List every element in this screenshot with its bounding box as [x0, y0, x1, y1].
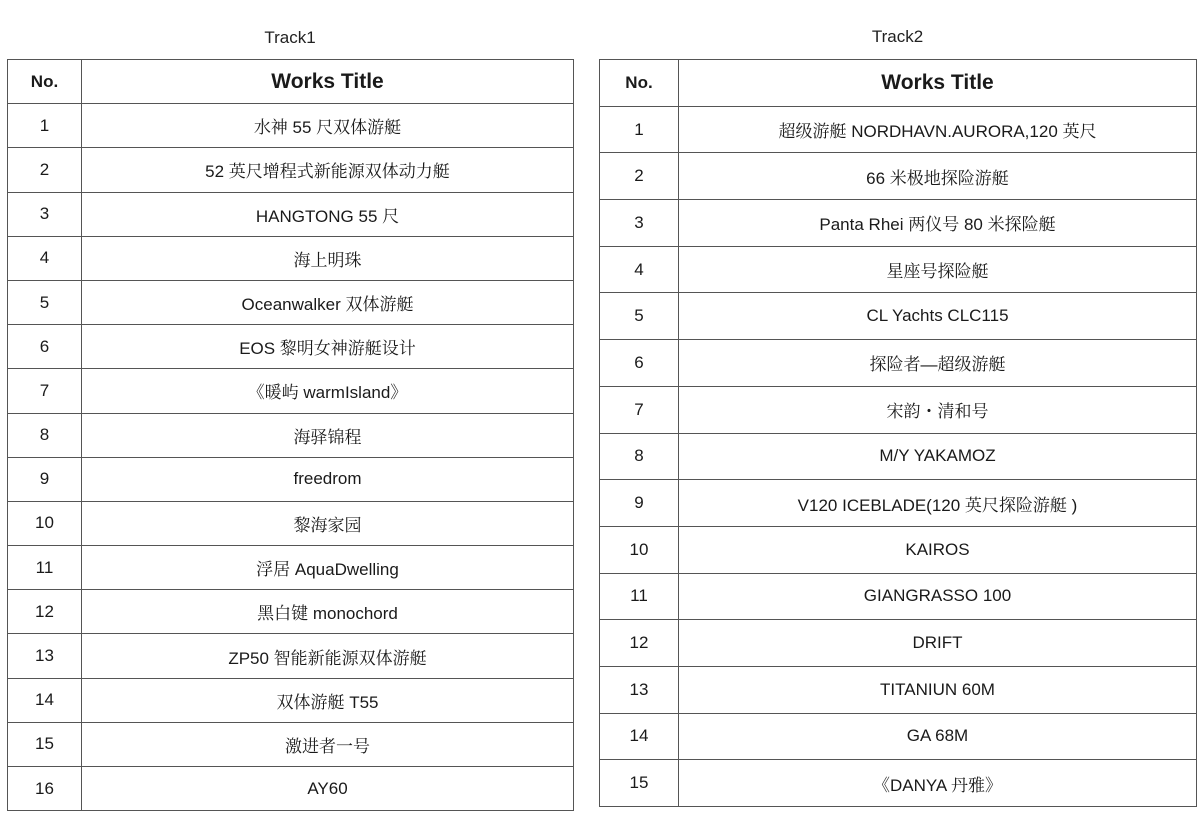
- column-header-title: Works Title: [679, 60, 1197, 107]
- work-title: 海上明珠: [82, 236, 574, 280]
- table-row: [600, 106, 1197, 153]
- row-number: 10: [8, 501, 82, 545]
- work-title: V120 ICEBLADE(120 英尺探险游艇 ): [679, 480, 1197, 527]
- row-number: 5: [8, 280, 82, 324]
- row-number: 3: [8, 192, 82, 236]
- work-title: 探险者—超级游艇: [679, 340, 1197, 387]
- column-header-no: No.: [8, 60, 82, 104]
- track-title: Track1: [264, 28, 316, 47]
- work-title: CL Yachts CLC115: [679, 293, 1197, 340]
- column-header-title: Works Title: [82, 60, 574, 104]
- table-row: [8, 501, 574, 545]
- work-title: 宋韵・清和号: [679, 386, 1197, 433]
- work-title: 双体游艇 T55: [82, 678, 574, 722]
- row-number: 11: [600, 573, 679, 620]
- work-title: Oceanwalker 双体游艇: [82, 280, 574, 324]
- table-row: [600, 713, 1197, 760]
- row-number: 14: [8, 678, 82, 722]
- row-number: 9: [600, 480, 679, 527]
- table-row: [600, 480, 1197, 527]
- work-title: AY60: [82, 767, 574, 811]
- table-row: [600, 386, 1197, 433]
- table-body: [8, 104, 574, 811]
- work-title: Panta Rhei 两仪号 80 米探险艇: [679, 200, 1197, 247]
- table-row: [8, 236, 574, 280]
- table-row: [600, 666, 1197, 713]
- table-row: [600, 200, 1197, 247]
- row-number: 4: [8, 236, 82, 280]
- column-header-no: No.: [600, 60, 679, 107]
- work-title: 52 英尺增程式新能源双体动力艇: [82, 148, 574, 192]
- row-number: 7: [8, 369, 82, 413]
- table-row: [600, 340, 1197, 387]
- table-body: [600, 106, 1197, 806]
- table-row: [600, 573, 1197, 620]
- table-row: [8, 325, 574, 369]
- row-number: 12: [600, 620, 679, 667]
- work-title: 《DANYA 丹雅》: [679, 760, 1197, 807]
- row-number: 15: [600, 760, 679, 807]
- work-title: DRIFT: [679, 620, 1197, 667]
- row-number: 5: [600, 293, 679, 340]
- table-row: [8, 369, 574, 413]
- row-number: 16: [8, 767, 82, 811]
- table-row: [8, 104, 574, 148]
- work-title: KAIROS: [679, 526, 1197, 573]
- row-number: 11: [8, 546, 82, 590]
- table-row: [8, 457, 574, 501]
- table-row: [600, 526, 1197, 573]
- row-number: 9: [8, 457, 82, 501]
- table-row: [8, 678, 574, 722]
- works-table: [599, 59, 1197, 807]
- table-header-row: [600, 60, 1197, 107]
- work-title: 海驿锦程: [82, 413, 574, 457]
- row-number: 2: [8, 148, 82, 192]
- works-table: [7, 59, 574, 811]
- work-title: 《暖屿 warmIsland》: [82, 369, 574, 413]
- row-number: 8: [8, 413, 82, 457]
- work-title: GA 68M: [679, 713, 1197, 760]
- row-number: 7: [600, 386, 679, 433]
- row-number: 1: [8, 104, 82, 148]
- work-title: freedrom: [82, 457, 574, 501]
- table-row: [600, 246, 1197, 293]
- table-row: [8, 590, 574, 634]
- row-number: 10: [600, 526, 679, 573]
- row-number: 13: [600, 666, 679, 713]
- row-number: 8: [600, 433, 679, 480]
- table-row: [8, 192, 574, 236]
- row-number: 3: [600, 200, 679, 247]
- row-number: 14: [600, 713, 679, 760]
- table-row: [8, 280, 574, 324]
- row-number: 2: [600, 153, 679, 200]
- work-title: 66 米极地探险游艇: [679, 153, 1197, 200]
- work-title: 浮居 AquaDwelling: [82, 546, 574, 590]
- work-title: EOS 黎明女神游艇设计: [82, 325, 574, 369]
- row-number: 6: [8, 325, 82, 369]
- row-number: 1: [600, 106, 679, 153]
- row-number: 15: [8, 722, 82, 766]
- table-row: [600, 433, 1197, 480]
- table-row: [600, 153, 1197, 200]
- row-number: 13: [8, 634, 82, 678]
- work-title: HANGTONG 55 尺: [82, 192, 574, 236]
- work-title: TITANIUN 60M: [679, 666, 1197, 713]
- table-row: [600, 293, 1197, 340]
- work-title: 水神 55 尺双体游艇: [82, 104, 574, 148]
- track-title: Track2: [871, 27, 924, 46]
- work-title: 黎海家园: [82, 501, 574, 545]
- work-title: GIANGRASSO 100: [679, 573, 1197, 620]
- table-row: [8, 634, 574, 678]
- table-header-row: [8, 60, 574, 104]
- work-title: 星座号探险艇: [679, 246, 1197, 293]
- row-number: 6: [600, 340, 679, 387]
- work-title: ZP50 智能新能源双体游艇: [82, 634, 574, 678]
- table-row: [600, 760, 1197, 807]
- row-number: 12: [8, 590, 82, 634]
- table-row: [8, 413, 574, 457]
- table-row: [8, 546, 574, 590]
- row-number: 4: [600, 246, 679, 293]
- table-row: [8, 148, 574, 192]
- work-title: 黑白键 monochord: [82, 590, 574, 634]
- table-row: [600, 620, 1197, 667]
- work-title: 超级游艇 NORDHAVN.AURORA,120 英尺: [679, 106, 1197, 153]
- work-title: 激进者一号: [82, 722, 574, 766]
- work-title: M/Y YAKAMOZ: [679, 433, 1197, 480]
- table-row: [8, 722, 574, 766]
- table-row: [8, 767, 574, 811]
